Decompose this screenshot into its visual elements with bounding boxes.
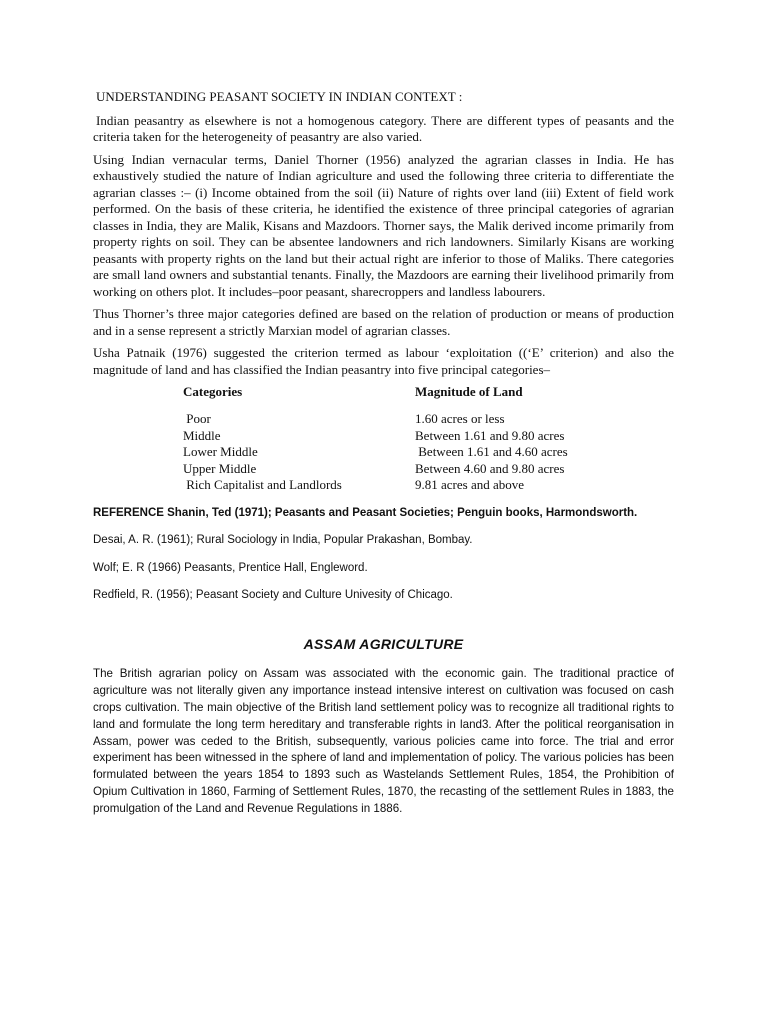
- paragraph-intro: Indian peasantry as elsewhere is not a homogenous category. There are different types of peasants and the criteria taken for the heterogeneity of peasantry are also varied.: [93, 112, 674, 144]
- paragraph-marxian: Thus Thorner’s three major categories defined are based on the relation of production or means of production and in a sense represent a strictly Marxian model of agrarian classes.: [93, 306, 674, 338]
- assam-heading: ASSAM AGRICULTURE: [303, 636, 464, 653]
- table-row: [183, 428, 568, 445]
- table-cell-category: Middle: [183, 427, 221, 443]
- table-cell-category: Rich Capitalist and Landlords: [183, 477, 342, 493]
- column-header-magnitude: Magnitude of Land: [415, 384, 523, 399]
- land-category-table: [183, 384, 568, 494]
- reference-redfield: Redfield, R. (1956); Peasant Society and Culture Univesity of Chicago.: [93, 589, 453, 602]
- paragraph-patnaik: Usha Patnaik (1976) suggested the criterion termed as labour ‘exploitation ((‘E’ criterion) and also the magnitude of land and has classified the Indian peasantry into five principal categories–: [93, 345, 674, 377]
- table-cell-magnitude: 1.60 acres or less: [415, 411, 505, 426]
- table-cell-magnitude: Between 1.61 and 4.60 acres: [415, 444, 568, 460]
- table-row: [183, 411, 568, 428]
- paragraph-thorner: Using Indian vernacular terms, Daniel Thorner (1956) analyzed the agrarian classes in India. He has exhaustively studied the nature of Indian agriculture and used the following three criteria to differentiate the agrarian classes :– (i) Income obtained from the soil (ii) Nature of rights over land (iii) Extent of field work performed. On the basis of these criteria, he identified the existence of three principal categories of agrarian classes in India, they are Malik, Kisans and Mazdoors. Thorner says, the Malik derived income primarily from property rights on soil. They can be absentee landowners and rich landowners. Similarly Kisans are working peasants with property rights on the land but their actual right are inferior to those of Maliks. There categories are small land owners and substantial tenants. Finally, the Mazdoors are earning their livelihood primarily from working on others plot. It includes–poor peasant, sharecroppers and landless labourers.: [93, 151, 674, 299]
- table-cell-category: Lower Middle: [183, 444, 258, 460]
- table-cell-category: Upper Middle: [183, 460, 257, 476]
- table-row: [183, 444, 568, 461]
- column-header-categories: Categories: [183, 384, 243, 399]
- table-cell-magnitude: Between 4.60 and 9.80 acres: [415, 460, 565, 476]
- table-cell-magnitude: 9.81 acres and above: [415, 477, 525, 493]
- table-cell-category: Poor: [183, 411, 211, 426]
- references-list: [93, 506, 674, 604]
- table-row: [183, 461, 568, 478]
- table-row: [183, 477, 568, 494]
- table-cell-magnitude: Between 1.61 and 9.80 acres: [415, 427, 565, 443]
- reference-desai: Desai, A. R. (1961); Rural Sociology in India, Popular Prakashan, Bombay.: [93, 534, 473, 547]
- assam-paragraph: The British agrarian policy on Assam was associated with the economic gain. The traditional practice of agriculture was not literally given any importance instead intensive interest on cultivation was focused on cash crops cultivation. The main objective of the British land settlement policy was to recognize all traditional rights to land and formulate the long term hereditary and transferable rights in land3. After the political reorganisation in Assam, power was ceded to the British, subsequently, various policies came into force. The trial and error experiment has been witnessed in the sphere of land and implementation of policy. The various policies has been formulated between the years 1854 to 1893 such as Wastelands Settlement Rules, 1854, the Prohibition of Opium Cultivation in 1860, Farming of Settlement Rules, 1870, the recasting of the settlement Rules in 1883, the promulgation of the Land and Revenue Regulations in 1886.: [93, 667, 674, 815]
- reference-wolf: Wolf; E. R (1966) Peasants, Prentice Hall, Engleword.: [93, 561, 368, 574]
- table-header-row: [183, 384, 568, 411]
- reference-shanin: REFERENCE Shanin, Ted (1971); Peasants and Peasant Societies; Penguin books, Harmondsworth.: [93, 506, 638, 519]
- section-heading: UNDERSTANDING PEASANT SOCIETY IN INDIAN CONTEXT :: [96, 89, 463, 104]
